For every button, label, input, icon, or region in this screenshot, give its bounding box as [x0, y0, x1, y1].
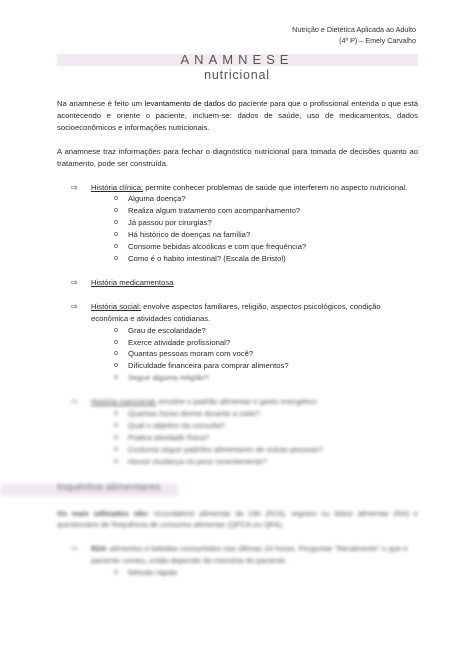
inqueritos-heading: Inquéritos alimentares: [57, 482, 418, 496]
list-item: o Há histórico de doenças na família?: [114, 230, 251, 240]
bullet-icon: o: [114, 374, 118, 382]
r24-items: [57, 567, 418, 579]
bullet-icon: o: [114, 362, 118, 370]
section-historia-nutricional: ⇨ História nutricional: envolve o padrão alimentar e gasto energético.: [57, 396, 418, 408]
intro-paragraph-2: A anamnese traz informações para fechar o diagnóstico nutricional para tomada de decisões quanto ao tratamento, pode ser construída.: [57, 146, 418, 168]
list-item: o Como é o habito intestinal? (Escala de Bristol): [114, 253, 286, 263]
intro-paragraph: Na anamnese é feito um levantamento de dados do paciente para que o profissional entenda o que está acontecendo e oriente o paciente, incluem-se: dados de saúde, uso de medicamentos, dados socioeconômicos e informações nutricionais.: [57, 99, 418, 132]
bullet-icon: o: [114, 433, 118, 441]
list-item: o Houve mudança no peso recentemente?: [114, 456, 267, 466]
bullet-icon: o: [114, 457, 118, 465]
arrow-icon: ⇨: [71, 397, 78, 407]
list-item: o Método rápido: [114, 568, 178, 578]
list-item: o Já passou por cirurgias?: [114, 218, 212, 228]
section-label: História clínica:: [91, 182, 144, 192]
list-item: o Qual o objetivo da consulta?: [114, 420, 226, 430]
list-item: o Exerce atividade profissional?: [114, 337, 231, 347]
list-item: o Pratica atividade física?: [114, 432, 210, 442]
clinica-questions: [57, 193, 418, 264]
list-item: o Segue alguma religião?: [114, 373, 209, 383]
bullet-icon: o: [114, 569, 118, 577]
section-label: História nutricional:: [91, 397, 157, 407]
bullet-icon: o: [114, 207, 118, 215]
bullet-icon: o: [114, 219, 118, 227]
list-item: o Alguma doença?: [114, 194, 186, 204]
blurred-preview: [57, 396, 418, 579]
page-title: ANAMNESE: [180, 52, 294, 67]
list-item: o Costuma seguir padrões alimentares de outras pessoas?: [114, 444, 323, 454]
header-course: Nutrição e Dietética Aplicada ao Adulto: [292, 25, 416, 34]
list-item: o Quantas horas dorme durante a noite?: [114, 409, 261, 419]
section-historia-social: ⇨ História social: envolve aspectos familiares, religião, aspectos psicológicos, condição econômica e atividades cotidianas.: [57, 301, 418, 325]
section-label: História medicamentosa: [91, 277, 174, 287]
bullet-icon: o: [114, 410, 118, 418]
bullet-icon: o: [114, 421, 118, 429]
bullet-icon: o: [114, 338, 118, 346]
page-subtitle: nutricional: [204, 68, 270, 82]
list-item: o Realiza algum tratamento com acompanhamento?: [114, 206, 301, 216]
bullet-icon: o: [114, 350, 118, 358]
bullet-icon: o: [114, 445, 118, 453]
arrow-icon: ⇨: [71, 301, 78, 311]
bullet-icon: o: [114, 195, 118, 203]
nutricional-questions: [57, 408, 418, 468]
header-author: (4º P) – Emely Carvalho: [339, 36, 416, 45]
section-r24: ⇨ R24: alimentos e bebidas consumidos nas últimas 24 horas. Perguntar "literalmente" o que o paciente comeu, então depende da memória do paciente.: [57, 543, 418, 567]
list-item: o Dificuldade financeira para comprar alimentos?: [114, 361, 289, 371]
social-questions: [57, 325, 418, 385]
arrow-icon: ⇨: [71, 544, 78, 554]
intro-bold-term: levantamento de dados: [144, 99, 226, 108]
section-historia-clinica: ⇨ História clínica: permite conhecer problemas de saúde que interferem no aspecto nutricional.: [57, 182, 418, 194]
inqueritos-paragraph: Os mais utilizados são: recordatório alimentar de 24h (R24), registro ou diário alimentar (RA) e questionário de frequência de consumo alimentar (QFCA ou QFA).: [57, 508, 419, 530]
bullet-icon: o: [114, 231, 118, 239]
bullet-icon: o: [114, 243, 118, 251]
section-label: História social:: [91, 301, 141, 311]
bullet-icon: o: [114, 326, 118, 334]
arrow-icon: ⇨: [71, 182, 78, 192]
list-item: o Grau de escolaridade?: [114, 325, 206, 335]
bullet-icon: o: [114, 254, 118, 262]
arrow-icon: ⇨: [71, 277, 78, 287]
section-historia-medicamentosa: [57, 277, 418, 289]
document-header: [292, 24, 416, 46]
list-item: o Quantas pessoas moram com você?: [114, 349, 254, 359]
list-item: o Consome bebidas alcoólicas e com que frequência?: [114, 242, 307, 252]
document-body: [57, 98, 418, 579]
